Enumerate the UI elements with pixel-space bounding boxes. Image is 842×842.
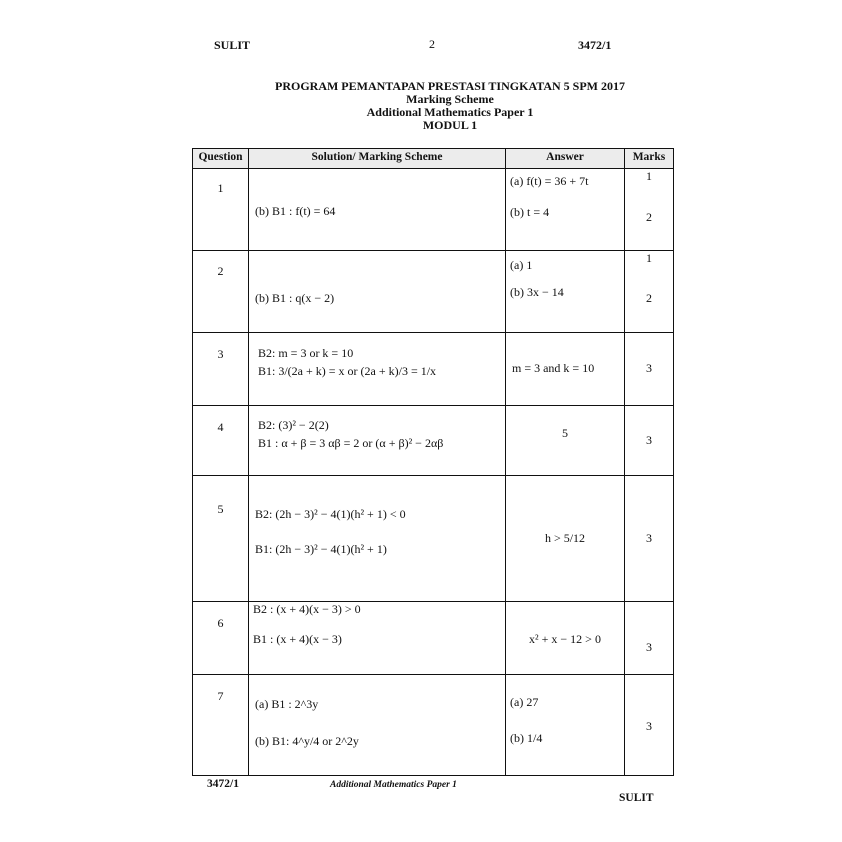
marks-value: 3 <box>646 433 652 447</box>
answer-line: 5 <box>562 426 568 440</box>
answer-line: (a) 27 <box>510 695 539 709</box>
page-number: 2 <box>429 37 435 51</box>
table-border <box>192 148 193 776</box>
column-header-marks: Marks <box>632 151 666 163</box>
answer-line: m = 3 and k = 10 <box>512 361 595 375</box>
question-number: 1 <box>217 181 224 195</box>
answer-line: (a) f(t) = 36 + 7t <box>510 174 589 188</box>
column-header-answer: Answer <box>546 151 584 163</box>
solution-line: B1: (2h − 3)² − 4(1)(h² + 1) <box>255 542 387 556</box>
question-number: 3 <box>217 347 224 361</box>
question-number: 7 <box>217 689 224 703</box>
marks-value: 3 <box>646 719 652 733</box>
row-divider <box>192 168 674 169</box>
table-border <box>192 148 674 149</box>
marks-value: 2 <box>646 291 652 305</box>
marks-value: 2 <box>646 210 652 224</box>
header-classification: SULIT <box>214 38 251 52</box>
footer-paper-title: Additional Mathematics Paper 1 <box>330 780 457 790</box>
question-number: 6 <box>217 616 224 630</box>
question-number: 4 <box>217 420 224 434</box>
solution-line: (b) B1 : q(x − 2) <box>255 291 335 305</box>
document-subtitle: Marking Scheme <box>406 92 494 106</box>
document-title: PROGRAM PEMANTAPAN PRESTASI TINGKATAN 5 SPM 2017 <box>274 79 625 93</box>
document-subject: Additional Mathematics Paper 1 <box>366 105 534 119</box>
solution-line <box>255 204 335 219</box>
document-module: MODUL 1 <box>422 118 478 132</box>
column-divider <box>624 148 625 776</box>
table-border <box>192 775 674 776</box>
answer-line: (b) t = 4 <box>510 205 550 219</box>
solution-line: (a) B1 : 2^3y <box>255 697 319 711</box>
footer-classification: SULIT <box>619 792 654 804</box>
solution-line: B2: (2h − 3)² − 4(1)(h² + 1) < 0 <box>255 507 406 521</box>
column-divider <box>248 148 249 776</box>
answer-line: x² + x − 12 > 0 <box>529 632 601 646</box>
question-number: 5 <box>217 502 224 516</box>
marks-value: 3 <box>646 361 652 375</box>
solution-line: B2: (3)² − 2(2) <box>258 418 329 432</box>
solution-line: B2 : (x + 4)(x − 3) > 0 <box>253 602 361 616</box>
solution-line: B1: 3/(2a + k) = x or (2a + k)/3 = 1/x <box>258 364 437 378</box>
answer-line: (b) 3x − 14 <box>510 285 564 299</box>
marks-value: 3 <box>646 640 652 654</box>
answer-line: h > 5/12 <box>544 531 586 545</box>
row-divider <box>192 250 674 251</box>
answer-line: (a) 1 <box>510 258 533 272</box>
column-header-question: Question <box>198 151 243 163</box>
solution-text: (b) B1 : f(t) = 64 <box>255 204 336 218</box>
footer-paper-code: 3472/1 <box>207 778 239 790</box>
marking-scheme-table <box>192 148 674 776</box>
marks-value: 3 <box>646 531 652 545</box>
header-paper-code: 3472/1 <box>578 38 612 52</box>
column-divider <box>505 148 506 776</box>
solution-line: B1 : (x + 4)(x − 3) <box>253 632 342 646</box>
marks-value: 1 <box>646 251 652 265</box>
row-divider <box>192 332 674 333</box>
question-number: 2 <box>217 264 224 278</box>
column-header-solution: Solution/ Marking Scheme <box>311 151 443 163</box>
solution-line: (b) B1: 4^y/4 or 2^2y <box>255 734 359 748</box>
row-divider <box>192 475 674 476</box>
solution-line: B1 : α + β = 3 αβ = 2 or (α + β)² − 2αβ <box>258 436 444 450</box>
solution-line: B2: m = 3 or k = 10 <box>258 346 354 360</box>
marks-value: 1 <box>646 169 652 183</box>
row-divider <box>192 674 674 675</box>
table-border <box>673 148 674 776</box>
row-divider <box>192 405 674 406</box>
answer-line: (b) 1/4 <box>510 731 543 745</box>
